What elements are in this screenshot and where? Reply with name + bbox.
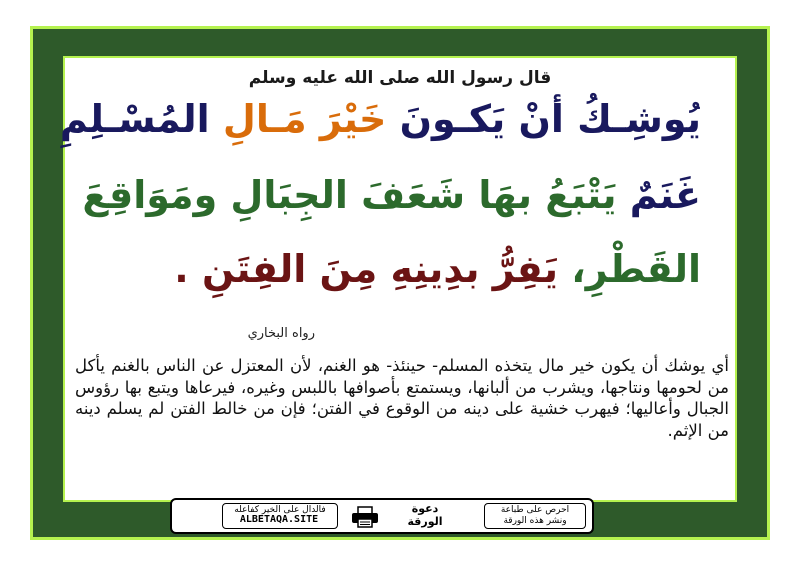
footer-tagline: فالدال على الخير كفاعله: [234, 505, 326, 515]
printer-icon: [350, 506, 380, 528]
hadith-line-1-part-3: المُسْـلِمِ: [59, 97, 210, 141]
footer-note-box: [484, 503, 586, 529]
logo: [394, 502, 456, 532]
hadith-line-1: [59, 97, 701, 141]
footer-site-link[interactable]: ALBETAQA.SITE: [239, 514, 319, 525]
footer-bar: [170, 498, 594, 534]
footer-note-line-2: ونشر هذه الورقة: [503, 516, 567, 526]
hadith-card: [59, 56, 737, 502]
hadith-line-1-part-2: خَيْرَ مَـالِ: [209, 97, 387, 141]
hadith-intro: قال رسول الله صلى الله عليه وسلم: [248, 68, 552, 88]
logo-bottom-text: الورقة: [407, 515, 443, 528]
logo-top-text: دعوة: [411, 502, 439, 515]
hadith-source: رواه البخاري: [247, 326, 315, 341]
hadith-line-2-part-1: غَنَمٌ: [616, 173, 701, 217]
hadith-line-2: [75, 173, 701, 217]
hadith-line-3-part-2: يَفِرُّ بدِينِهِ مِنَ الفِتَنِ: [201, 247, 559, 291]
hadith-line-3-part-1: القَطْرِ،: [558, 247, 701, 291]
hadith-line-3: [75, 247, 701, 291]
hadith-explanation: أي يوشك أن يكون خير مال يتخذه المسلم- حينئذ- هو الغنم، لأن المعتزل عن الناس بالغنم يأكل من لحومها ونتاجها، ويشرب من ألبانها، ويستمتع بأصوافها باللبس وغيره، فيرعاها ويتبع بها رؤوس الجبال وأعاليها؛ فيهرب خشية على دينه من الوقوع في الفتن؛ فإن من خالط الفتن لم يسلم دينه من الإثم.: [75, 356, 729, 440]
hadith-line-2-part-2: يَتْبَعُ بهَا شَعَفَ الجِبَالِ ومَوَاقِعَ: [82, 173, 617, 217]
footer-note-line-1: احرص على طباعة: [500, 505, 570, 515]
hadith-line-1-part-1: يُوشِـكُ أنْ يَكـونَ: [386, 97, 701, 141]
hadith-line-3-period: .: [174, 247, 202, 291]
